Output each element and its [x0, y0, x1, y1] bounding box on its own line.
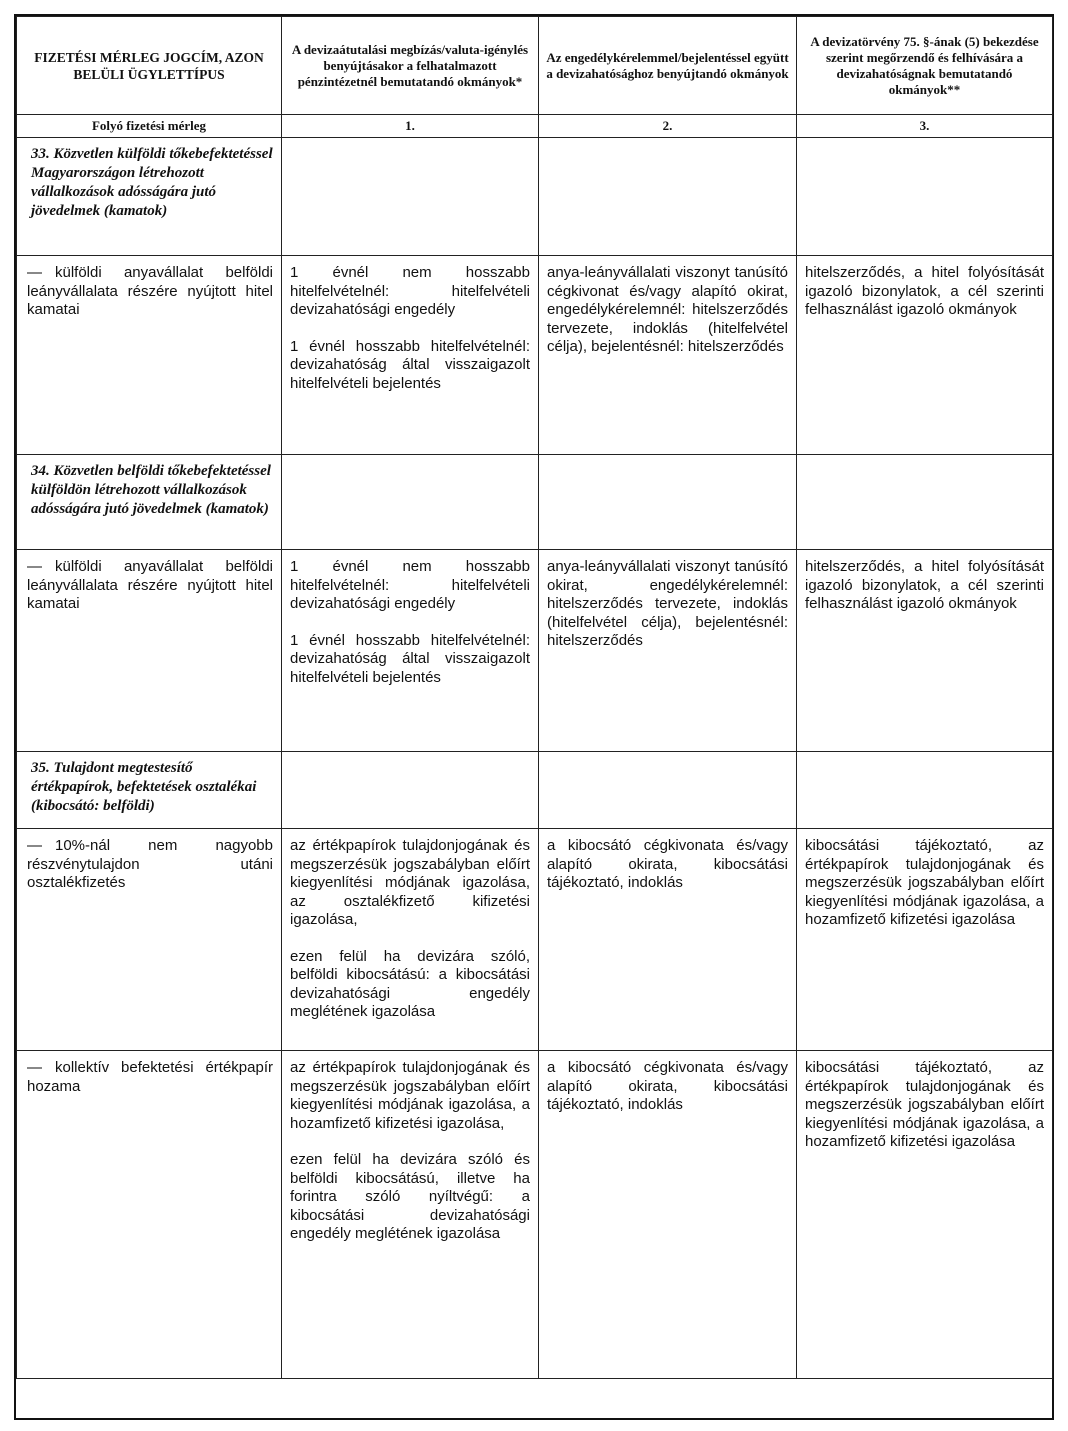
table-row — [17, 256, 1053, 455]
section-title-row — [17, 455, 1053, 550]
col1-paragraph: az értékpapírok tulajdonjogának és megszerzésük jogszabályban előírt kiegyenlítési módjának igazolása, a hozamfizető kifizetési igazolása, — [290, 1059, 530, 1132]
col1-paragraph: 1 évnél hosszabb hitelfelvételnél: devizahatóság által visszaigazolt hitelfelvételi bejelentés — [290, 631, 530, 686]
col3-cell: hitelszerződés, a hitel folyósítását igazoló bizonylatok, a cél szerinti felhasználást igazoló okmányok — [797, 256, 1053, 455]
document-page — [14, 14, 1054, 1420]
row-label-text: 10%-nál nem nagyobb részvénytulajdon utáni osztalékfizetés — [27, 837, 273, 891]
numbering-col3: 3. — [797, 115, 1053, 138]
dash-marker: — — [27, 1059, 42, 1076]
row-label — [17, 1051, 282, 1379]
row-label-text: kollektív befektetési értékpapír hozama — [27, 1059, 273, 1095]
header-col3: A devizatörvény 75. §-ának (5) bekezdése szerint megőrzendő és felhívására a devizahatóságnak bemutatandó okmányok** — [797, 17, 1053, 115]
col2-cell: a kibocsátó cégkivonata és/vagy alapító okirata, kibocsátási tájékoztató, indoklás — [539, 1051, 797, 1379]
col3-cell: hitelszerződés, a hitel folyósítását igazoló bizonylatok, a cél szerinti felhasználást igazoló okmányok — [797, 550, 1053, 752]
col1-paragraph: ezen felül ha devizára szóló és belföldi kibocsátású, illetve ha forintra szóló nyíltvégű: a kibocsátási devizahatósági engedély meglétének igazolása — [290, 1151, 530, 1242]
section-title-row — [17, 138, 1053, 256]
numbering-col0: Folyó fizetési mérleg — [17, 115, 282, 138]
header-row — [17, 17, 1053, 115]
col2-cell: a kibocsátó cégkivonata és/vagy alapító okirata, kibocsátási tájékoztató, indoklás — [539, 829, 797, 1051]
col1-cell — [282, 829, 539, 1051]
col3-cell: kibocsátási tájékoztató, az értékpapírok tulajdonjogának és megszerzésük jogszabályban előírt kiegyenlítési módjának igazolása, a hozamfizető kifizetési igazolása — [797, 1051, 1053, 1379]
col2-cell: anya-leányvállalati viszonyt tanúsító okirat, engedélykérelemnél: hitelszerződés tervezete, indoklás (hitelfelvétel célja), bejelentésnél: hitelszerződés — [539, 550, 797, 752]
row-label-text: külföldi anyavállalat belföldi leányvállalata részére nyújtott hitel kamatai — [27, 264, 273, 318]
regulation-table — [16, 16, 1053, 1379]
table-row — [17, 550, 1053, 752]
col1-paragraph: az értékpapírok tulajdonjogának és megszerzésük jogszabályban előírt kiegyenlítési módjának igazolása, az osztalékfizető kifizetési igazolása, — [290, 837, 530, 928]
col1-cell — [282, 550, 539, 752]
numbering-col1: 1. — [282, 115, 539, 138]
row-label — [17, 829, 282, 1051]
section-title: 35. Tulajdont megtestesítő értékpapírok, befektetések osztalékai (kibocsátó: belföldi) — [17, 752, 282, 829]
section-title-row — [17, 752, 1053, 829]
row-label — [17, 256, 282, 455]
table-row — [17, 829, 1053, 1051]
col1-paragraph: 1 évnél nem hosszabb hitelfelvételnél: hitelfelvételi devizahatósági engedély — [290, 264, 530, 318]
row-label — [17, 550, 282, 752]
numbering-col2: 2. — [539, 115, 797, 138]
col1-cell — [282, 1051, 539, 1379]
header-col1: A devizaátutalási megbízás/valuta-igénylés benyújtásakor a felhatalmazott pénzintézetnél bemutatandó okmányok* — [282, 17, 539, 115]
col1-paragraph: 1 évnél nem hosszabb hitelfelvételnél: hitelfelvételi devizahatósági engedély — [290, 558, 530, 612]
header-col2: Az engedélykérelemmel/bejelentéssel együtt a devizahatósághoz benyújtandó okmányok — [539, 17, 797, 115]
section-title: 34. Közvetlen belföldi tőkebefektetéssel külföldön létrehozott vállalkozások adósságára jutó jövedelmek (kamatok) — [17, 455, 282, 550]
numbering-row — [17, 115, 1053, 138]
col1-paragraph: ezen felül ha devizára szóló, belföldi kibocsátású: a kibocsátási devizahatósági engedély meglétének igazolása — [290, 947, 530, 1020]
dash-marker: — — [27, 837, 42, 854]
col1-cell — [282, 256, 539, 455]
col2-cell: anya-leányvállalati viszonyt tanúsító cégkivonat és/vagy alapító okirat, engedélykérelemnél: hitelszerződés tervezete, indoklás (hitelfelvétel célja), bejelentésnél: hitelszerződés — [539, 256, 797, 455]
col3-cell: kibocsátási tájékoztató, az értékpapírok tulajdonjogának és megszerzésük jogszabályban előírt kiegyenlítési módjának igazolása, a hozamfizető kifizetési igazolása — [797, 829, 1053, 1051]
table-row — [17, 1051, 1053, 1379]
header-col0: FIZETÉSI MÉRLEG JOGCÍM, AZON BELÜLI ÜGYLETTÍPUS — [17, 17, 282, 115]
dash-marker: — — [27, 558, 42, 575]
section-title: 33. Közvetlen külföldi tőkebefektetéssel Magyarországon létrehozott vállalkozások adósságára jutó jövedelmek (kamatok) — [17, 138, 282, 256]
dash-marker: — — [27, 264, 42, 281]
col1-paragraph: 1 évnél hosszabb hitelfelvételnél: devizahatóság által visszaigazolt hitelfelvételi bejelentés — [290, 337, 530, 392]
row-label-text: külföldi anyavállalat belföldi leányvállalata részére nyújtott hitel kamatai — [27, 558, 273, 612]
